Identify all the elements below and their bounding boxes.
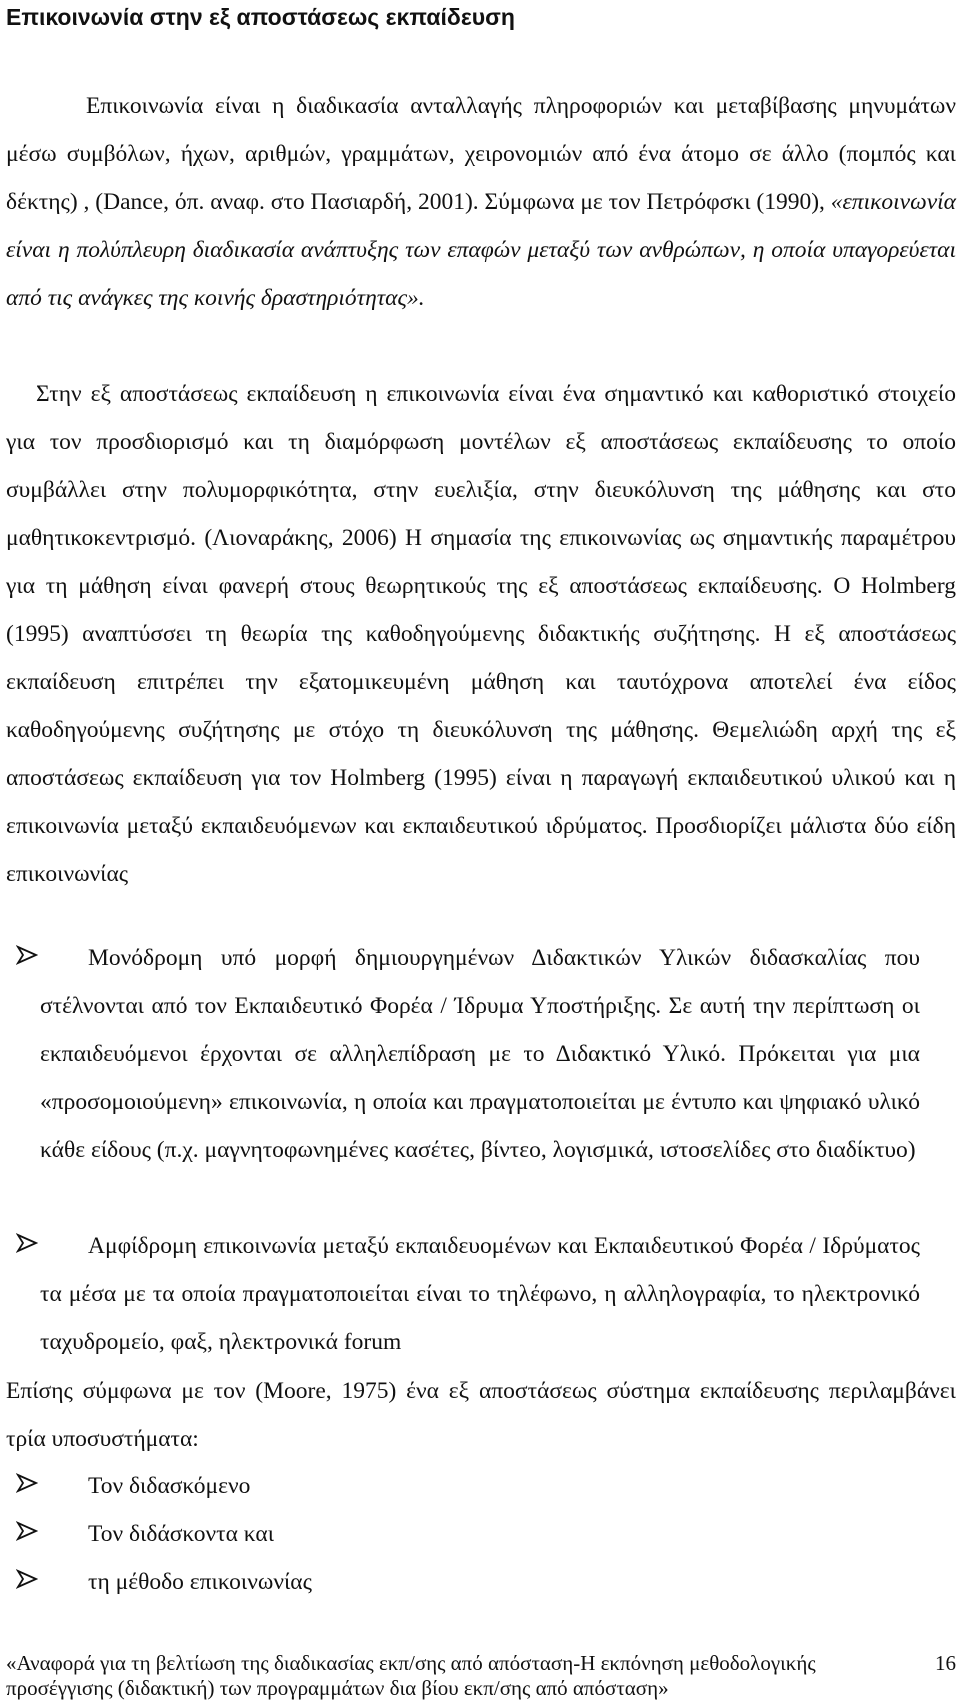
paragraph-moore-system [6, 1367, 956, 1463]
arrowhead-bullet-icon [16, 1473, 38, 1493]
paragraph-moore-text: Επίσης σύμφωνα με τον (Moore, 1975) ένα εξ αποστάσεως σύστημα εκπαίδευσης περιλαμβάνει τρία υποσυστήματα: [6, 1378, 956, 1452]
page-footer [6, 1651, 896, 1701]
subsystem-teacher: Τον διδάσκοντα και [88, 1521, 275, 1547]
bullet-two-way-communication [40, 1222, 920, 1366]
quotation-petrofski: «επικοινωνία είναι η πολύπλευρη διαδικασία ανάπτυξης των επαφών μεταξύ των ανθρώπων, η οποία υπαγορεύεται από τις ανάγκες της κοινής δραστηριότητας». [6, 189, 956, 311]
paragraph-definition [6, 82, 956, 322]
arrowhead-bullet-icon [16, 1521, 38, 1541]
paragraph-distance-education-text: Στην εξ αποστάσεως εκπαίδευση η επικοινωνία είναι ένα σημαντικό και καθοριστικό στοιχείο για τον προσδιορισμό και τη διαμόρφωση μοντέλων εξ αποστάσεως εκπαίδευσης το οποίο συμβάλλει στην πολυμορφικότητα, στην ευελιξία, στην διευκόλυνση της μάθησης και στο μαθητικοκεντρισμό. (Λιοναράκης, 2006) Η σημασία της επικοινωνίας ως σημαντικής παραμέτρου για τη μάθηση είναι φανερή στους θεωρητικούς της εξ αποστάσεως εκπαίδευσης. Ο Holmberg (1995) αναπτύσσει τη θεωρία της καθοδηγούμενης διδακτικής συζήτησης. Η εξ αποστάσεως εκπαίδευση επιτρέπει την εξατομικευμένη μάθηση και ταυτόχρονα αποτελεί ένα είδος καθοδηγούμενης συζήτησης με στόχο τη διευκόλυνση της μάθησης. Θεμελιώδη αρχή της εξ αποστάσεως εκπαίδευση για τον Holmberg (1995) είναι η παραγωγή εκπαιδευτικού υλικού και η επικοινωνία μεταξύ εκπαιδευόμενων και εκπαιδευτικού ιδρύματος. Προσδιορίζει μάλιστα δύο είδη επικοινωνίας [6, 381, 956, 887]
subsystem-learner: Τον διδασκόμενο [88, 1473, 251, 1499]
footer-title: «Αναφορά για τη βελτίωση της διαδικασίας εκπ/σης από απόσταση-Η εκπόνηση μεθοδολογικής προσέγγισης (διδακτική) των προγραμμάτων δια βίου εκπ/σης από απόσταση» [6, 1651, 816, 1700]
paragraph-definition-text: Επικοινωνία είναι η διαδικασία ανταλλαγής πληροφοριών και μεταβίβασης μηνυμάτων μέσω συμβόλων, ήχων, αριθμών, γραμμάτων, χειρονομιών από ένα άτομο σε άλλο (πομπός και δέκτης) , (Dance, όπ. αναφ. στο Πασιαρδή, 2001). Σύμφωνα με τον Πετρόφσκι (1990), [6, 93, 956, 215]
arrowhead-bullet-icon [16, 1569, 38, 1589]
arrowhead-bullet-icon [16, 1233, 38, 1253]
bullet-one-way-text: Μονόδρομη υπό μορφή δημιουργημένων Διδακτικών Υλικών διδασκαλίας που στέλνονται από τον Εκπαιδευτικό Φορέα / Ίδρυμα Υποστήριξης. Σε αυτή την περίπτωση οι εκπαιδευόμενοι έρχονται σε αλληλεπίδραση με το Διδακτικό Υλικό. Πρόκειται για μια «προσομοιούμενη» επικοινωνία, η οποία και πραγματοποιείται με έντυπο και ψηφιακό υλικό κάθε είδους (π.χ. μαγνητοφωνημένες κασέτες, βίντεο, λογισμικά, ιστοσελίδες στο διαδίκτυο) [40, 945, 920, 1163]
subsystem-item [88, 1558, 888, 1606]
section-heading: Επικοινωνία στην εξ αποστάσεως εκπαίδευση [6, 4, 515, 30]
page-number: 16 [935, 1651, 956, 1675]
subsystem-item [88, 1462, 888, 1510]
bullet-one-way-communication [40, 934, 920, 1174]
bullet-two-way-text: Αμφίδρομη επικοινωνία μεταξύ εκπαιδευομένων και Εκπαιδευτικού Φορέα / Ιδρύματος τα μέσα με τα οποία πραγματοποιείται είναι το τηλέφωνο, η αλληλογραφία, το ηλεκτρονικό ταχυδρομείο, φαξ, ηλεκτρονικά forum [40, 1233, 920, 1355]
subsystem-item [88, 1510, 888, 1558]
arrowhead-bullet-icon [16, 945, 38, 965]
paragraph-distance-education [6, 370, 956, 898]
subsystem-method: τη μέθοδο επικοινωνίας [88, 1569, 312, 1595]
